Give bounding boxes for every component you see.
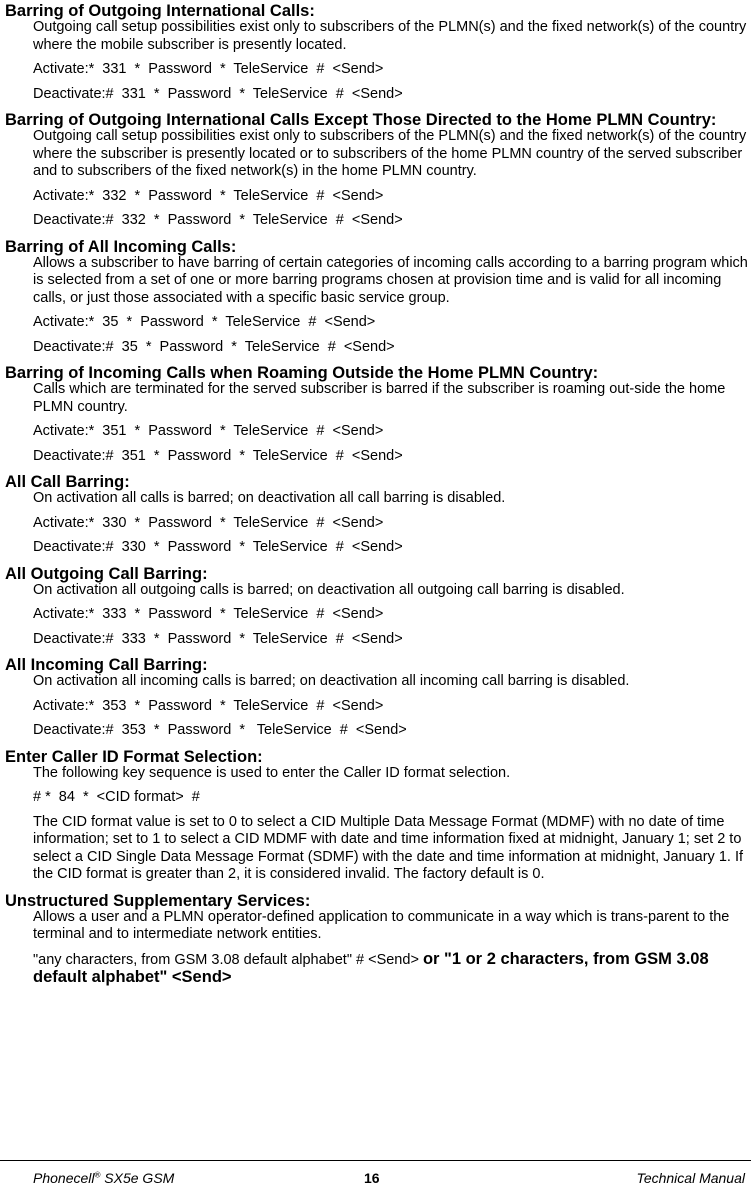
section-description: Allows a user and a PLMN operator-defined application to communicate in a way which is trans-parent to the terminal and to intermediate network entities. xyxy=(33,908,730,942)
footer-product-name: Phonecell xyxy=(33,1170,95,1186)
section-all-call-barring xyxy=(5,474,748,557)
deactivate-code: Deactivate:# 35 * Password * TeleService # <Send> xyxy=(33,338,395,355)
activate-code: Activate:* 353 * Password * TeleService # <Send> xyxy=(33,697,384,714)
section-caller-id-format xyxy=(5,749,748,884)
cid-key-sequence: # * 84 * <CID format> # xyxy=(33,789,200,805)
section-heading: All Incoming Call Barring: xyxy=(5,656,208,674)
section-unstructured-supplementary-services xyxy=(5,893,748,988)
deactivate-code: Deactivate:# 330 * Password * TeleService # <Send> xyxy=(33,539,403,555)
deactivate-code: Deactivate:# 333 * Password * TeleService # <Send> xyxy=(33,630,403,647)
section-heading: Barring of Outgoing International Calls Except Those Directed to the Home PLMN Country: xyxy=(5,111,717,129)
section-description: Calls which are terminated for the served subscriber is barred if the subscriber is roaming out-side the home PLMN country. xyxy=(33,381,726,415)
activate-code: Activate:* 351 * Password * TeleService # <Send> xyxy=(33,423,384,439)
section-description: Outgoing call setup possibilities exist only to subscribers of the PLMN(s) and the fixed network(s) of the country where the mobile subscriber is presently located. xyxy=(33,19,747,53)
activate-code: Activate:* 330 * Password * TeleService # <Send> xyxy=(33,514,384,531)
section-description: On activation all incoming calls is barred; on deactivation all incoming call barring is disabled. xyxy=(33,673,630,689)
page-number: 16 xyxy=(364,1170,380,1186)
section-heading: Barring of All Incoming Calls: xyxy=(5,237,237,256)
section-all-incoming-call-barring xyxy=(5,657,748,740)
uss-key-sequence xyxy=(33,951,748,988)
section-all-outgoing-call-barring xyxy=(5,566,748,649)
section-heading: Barring of Outgoing International Calls: xyxy=(5,2,315,20)
deactivate-code: Deactivate:# 353 * Password * TeleService # <Send> xyxy=(33,722,407,738)
activate-code: Activate:* 35 * Password * TeleService # <Send> xyxy=(33,314,376,330)
section-description: Allows a subscriber to have barring of certain categories of incoming calls according to a barring program which is selected from a set of one or more barring programs chosen at provision time and is valid for all incoming calls, or just those associated with a specific basic service group. xyxy=(33,254,748,306)
page-footer xyxy=(0,1160,751,1193)
registered-mark: ® xyxy=(94,1170,101,1180)
section-barring-outgoing-international xyxy=(5,3,748,103)
section-heading: Unstructured Supplementary Services: xyxy=(5,891,311,910)
activate-code: Activate:* 332 * Password * TeleService # <Send> xyxy=(33,187,384,204)
section-barring-outgoing-international-except-home xyxy=(5,112,748,230)
section-description: On activation all outgoing calls is barred; on deactivation all outgoing call barring is disabled. xyxy=(33,581,625,598)
section-heading: Barring of Incoming Calls when Roaming Outside the Home PLMN Country: xyxy=(5,364,599,382)
section-barring-all-incoming xyxy=(5,239,748,357)
footer-product xyxy=(33,1170,174,1186)
footer-model: SX5e GSM xyxy=(100,1170,175,1186)
section-barring-incoming-roaming xyxy=(5,365,748,465)
section-description: The following key sequence is used to enter the Caller ID format selection. xyxy=(33,764,511,781)
section-description: On activation all calls is barred; on deactivation all call barring is disabled. xyxy=(33,490,506,506)
deactivate-code: Deactivate:# 331 * Password * TeleService # <Send> xyxy=(33,85,403,102)
document-body xyxy=(5,3,748,988)
section-description: Outgoing call setup possibilities exist only to subscribers of the PLMN(s) and the fixed network(s) of the country where the subscriber is presently located or to subscribers of the home PLMN country of the served subscriber and to subscribers of the fixed network(s) in the home PLMN country. xyxy=(33,128,747,179)
deactivate-code: Deactivate:# 351 * Password * TeleService # <Send> xyxy=(33,447,403,464)
section-heading: Enter Caller ID Format Selection: xyxy=(5,747,263,766)
uss-sequence-bold: or "1 or 2 characters, from GSM 3.08 default alphabet" <Send> xyxy=(33,949,709,986)
section-heading: All Call Barring: xyxy=(5,473,130,491)
deactivate-code: Deactivate:# 332 * Password * TeleService # <Send> xyxy=(33,212,403,228)
section-heading: All Outgoing Call Barring: xyxy=(5,564,208,583)
uss-sequence-plain: "any characters, from GSM 3.08 default alphabet" # <Send> xyxy=(33,951,423,968)
activate-code: Activate:* 331 * Password * TeleService # <Send> xyxy=(33,61,384,77)
activate-code: Activate:* 333 * Password * TeleService # <Send> xyxy=(33,606,384,622)
cid-format-detail: The CID format value is set to 0 to select a CID Multiple Data Message Format (MDMF) with no date of time information; set to 1 to select a CID MDMF with date and time information fixed at midnight, January 1; set 2 to select a CID Single Data Message Format (SDMF) with the date and time information at midnight, January 1. If the CID format is greater than 2, it is considered invalid. The factory default is 0. xyxy=(33,813,743,882)
footer-manual-title: Technical Manual xyxy=(636,1170,745,1186)
